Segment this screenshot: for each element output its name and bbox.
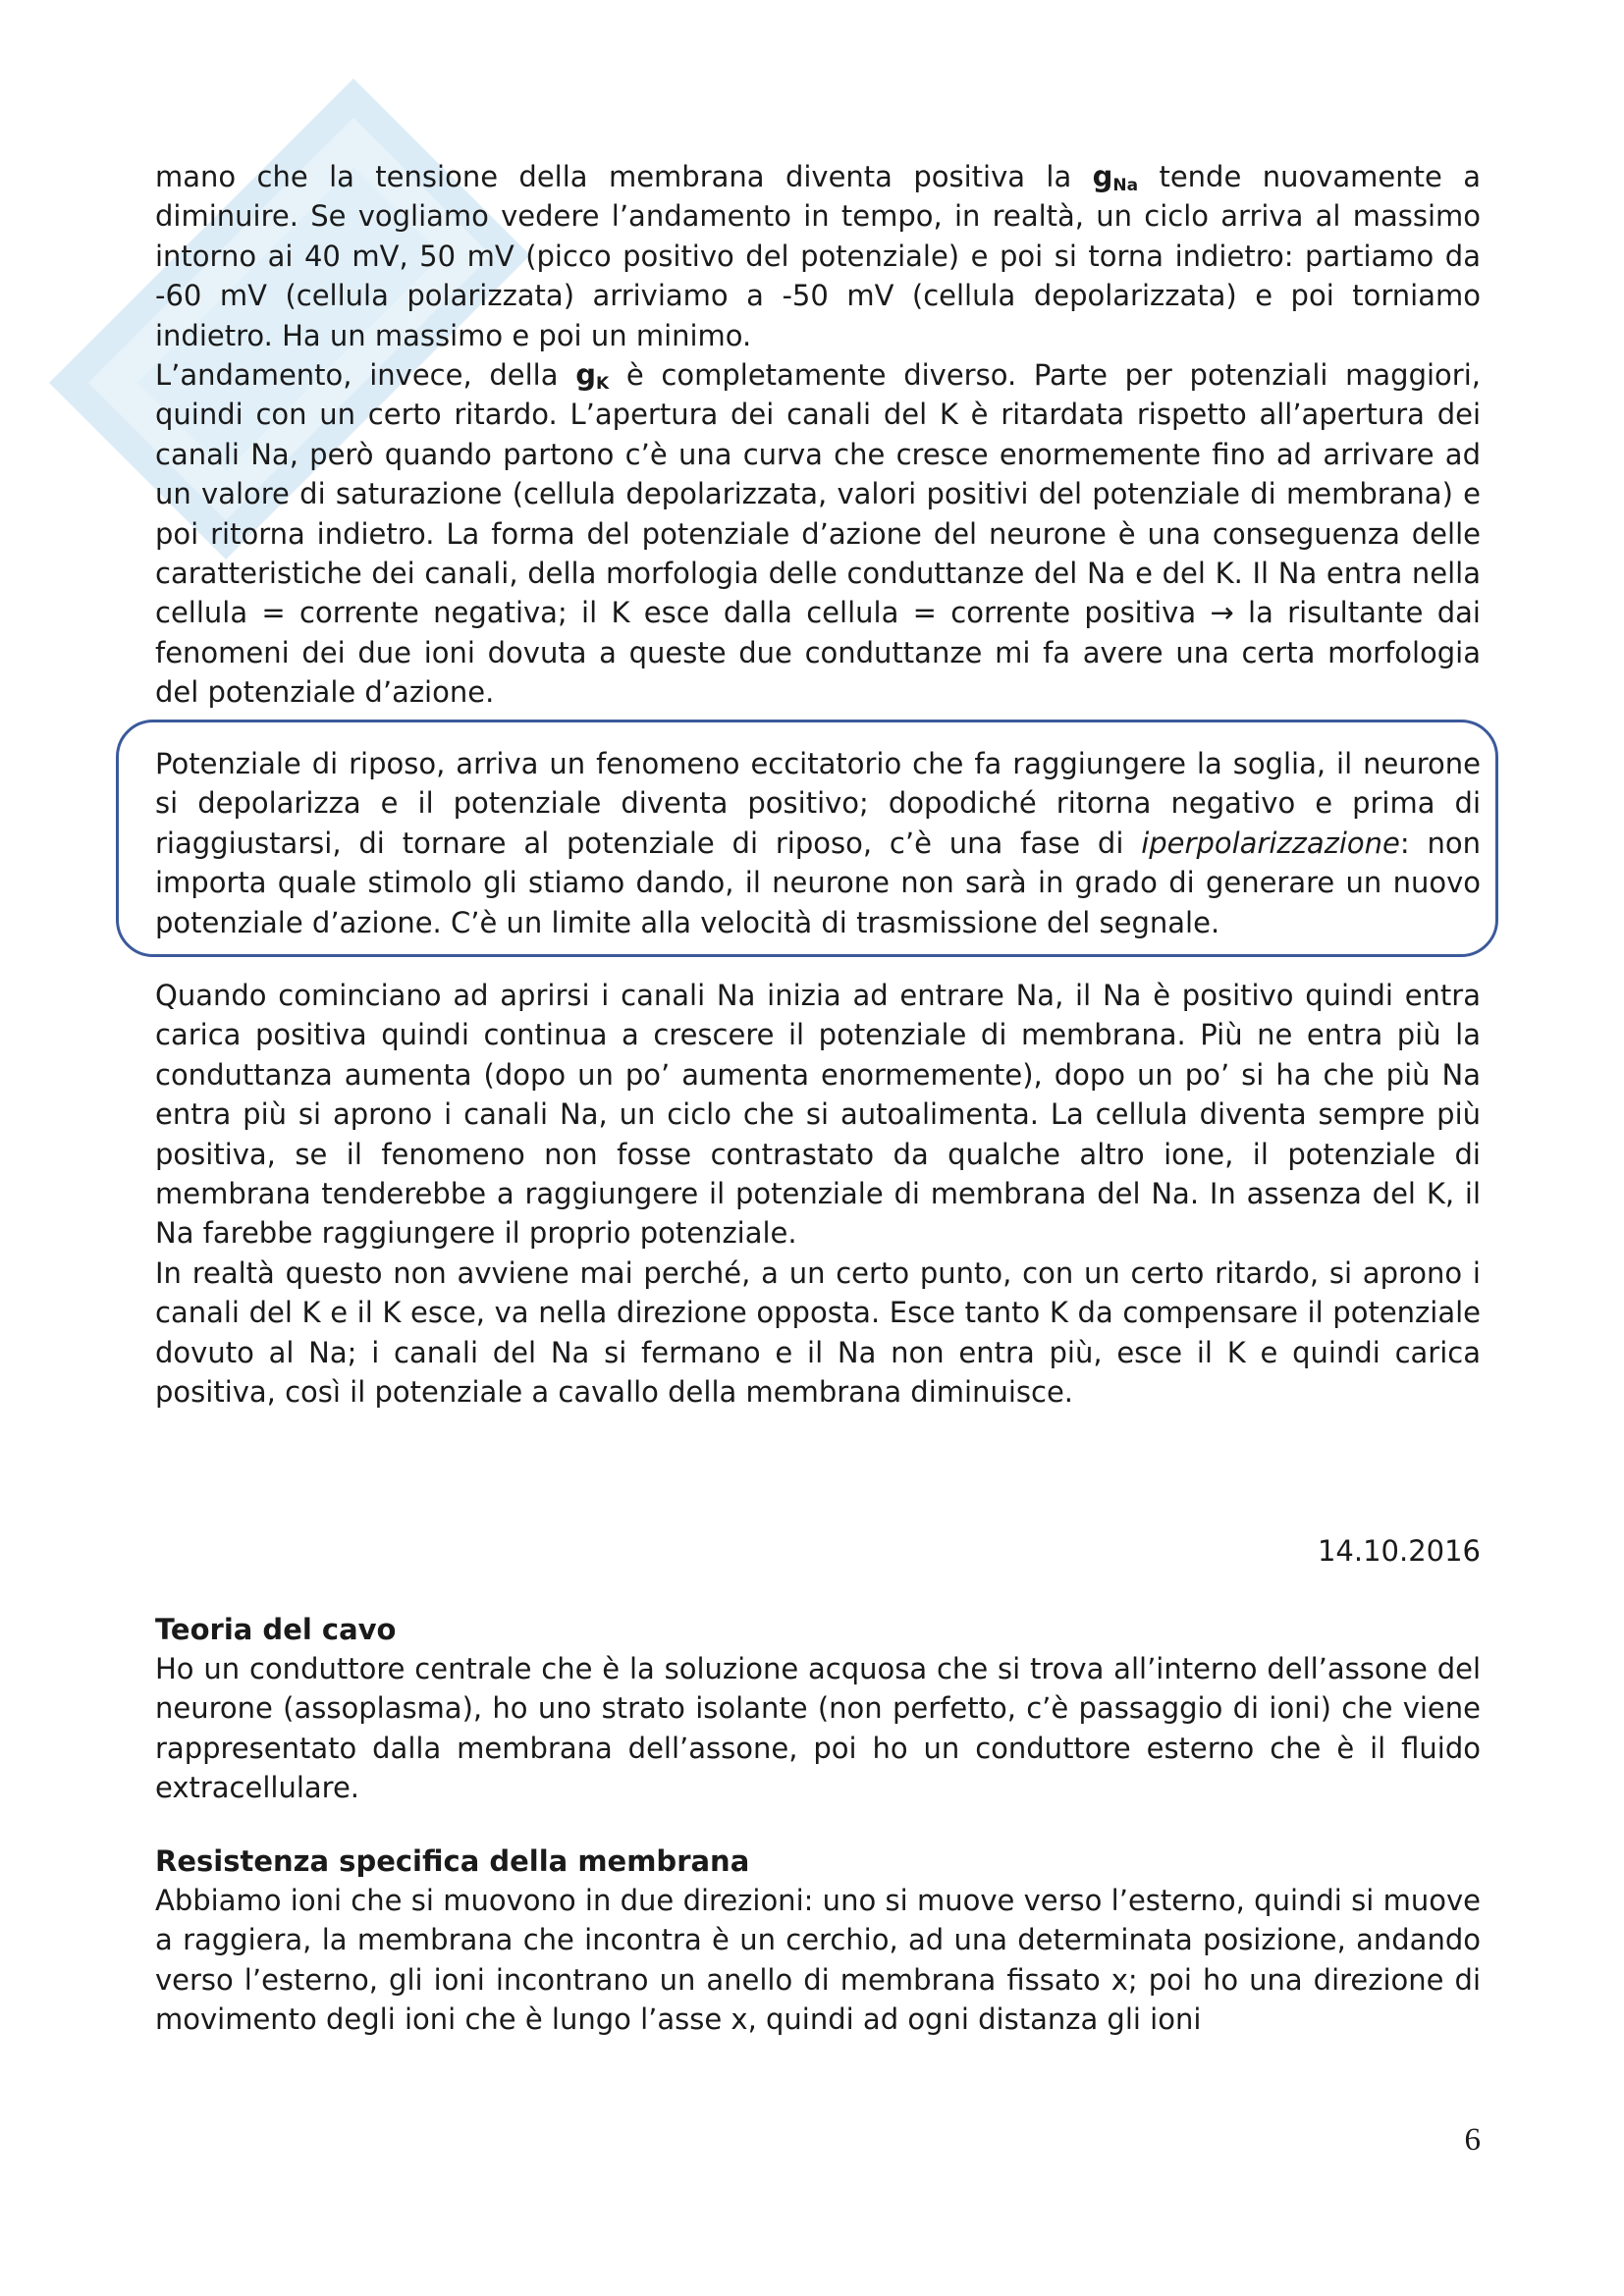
- top-paragraphs: [155, 157, 1481, 713]
- section-body: Ho un conduttore centrale che è la soluzione acquosa che si trova all’interno dell’assone del neurone (assoplasma), ho uno strato isolante (non perfetto, c’è passaggio di ioni) che viene rappresentato dalla membrana dell’assone, poi ho un conduttore esterno che è il fluido extracellulare.: [155, 1652, 1481, 1805]
- section-body: Abbiamo ioni che si muovono in due direzioni: uno si muove verso l’esterno, quindi si muove a raggiera, la membrana che incontra è un cerchio, ad una determinata posizione, andando verso l’esterno, gli ioni incontrano un anello di membrana fissato x; poi ho una direzione di movimento degli ioni che è lungo l’asse x, quindi ad ogni distanza gli ioni: [155, 1884, 1481, 2037]
- paragraph-na-channels: Quando cominciano ad aprirsi i canali Na inizia ad entrare Na, il Na è positivo quindi entra carica positiva quindi continua a crescere il potenziale di membrana. Più ne entra più la conduttanza aumenta (dopo un po’ aumenta enormemente), dopo un po’ si ha che più Na entra più si aprono i canali Na, un ciclo che si autoalimenta. La cellula diventa sempre più positiva, se il fenomeno non fosse contrastato da qualche altro ione, il potenziale di membrana tenderebbe a raggiungere il potenziale di membrana del Na. In assenza del K, il Na farebbe raggiungere il proprio potenziale.: [155, 979, 1481, 1251]
- middle-paragraphs: [155, 976, 1481, 1412]
- section-heading: Teoria del cavo: [155, 1613, 397, 1646]
- highlight-box-text: Potenziale di riposo, arriva un fenomeno eccitatorio che fa raggiungere la soglia, il neurone si depolarizza e il potenziale diventa positivo; dopodiché ritorna negativo e prima di riaggiustarsi, di tornare al potenziale di riposo, c’è una fase di iperpolarizzazione: non importa quale stimolo gli stiamo dando, il neurone non sarà in grado di generare un nuovo potenziale d’azione. C’è un limite alla velocità di trasmissione del segnale.: [155, 747, 1481, 939]
- paragraph-gna: mano che la tensione della membrana diventa positiva la $g_{Na}$ tende nuovamente a diminuire. Se vogliamo vedere l’andamento in tempo, in realtà, un ciclo arriva al massimo intorno ai 40 mV, 50 mV (picco positivo del potenziale) e poi si torna indietro: partiamo da -60 mV (cellula polarizzata) arriviamo a -50 mV (cellula depolarizzata) e poi torniamo indietro. Ha un massimo e poi un minimo.: [155, 160, 1481, 352]
- paragraph-k-channels: In realtà questo non avviene mai perché, a un certo punto, con un certo ritardo, si aprono i canali del K e il K esce, va nella direzione opposta. Esce tanto K da compensare il potenziale dovuto al Na; i canali del Na si fermano e il Na non entra più, esce il K e quindi carica positiva, così il potenziale a cavallo della membrana diminuisce.: [155, 1255, 1481, 1410]
- section-heading: Resistenza specifica della membrana: [155, 1844, 750, 1878]
- italic-term: iperpolarizzazione: [1141, 826, 1400, 860]
- lecture-date: 14.10.2016: [1317, 1534, 1481, 1568]
- page-number: 6: [1464, 2122, 1481, 2158]
- paragraph-gk: L’andamento, invece, della $g_K$ è completamente diverso. Parte per potenziali maggiori, quindi con un certo ritardo. L’apertura dei canali del K è ritardata rispetto all’apertura dei canali Na, però quando partono c’è una curva che cresce enormemente fino ad arrivare ad un valore di saturazione (cellula depolarizzata, valori positivi del potenziale di membrana) e poi ritorna indietro. La forma del potenziale d’azione del neurone è una conseguenza delle caratteristiche dei canali, della morfologia delle conduttanze del Na e del K. Il Na entra nella cellula = corrente negativa; il K esce dalla cellula = corrente positiva → la risultante dai fenomeni dei due ioni dovuta a queste due conduttanze mi fa avere una certa morfologia del potenziale d’azione.: [155, 358, 1481, 710]
